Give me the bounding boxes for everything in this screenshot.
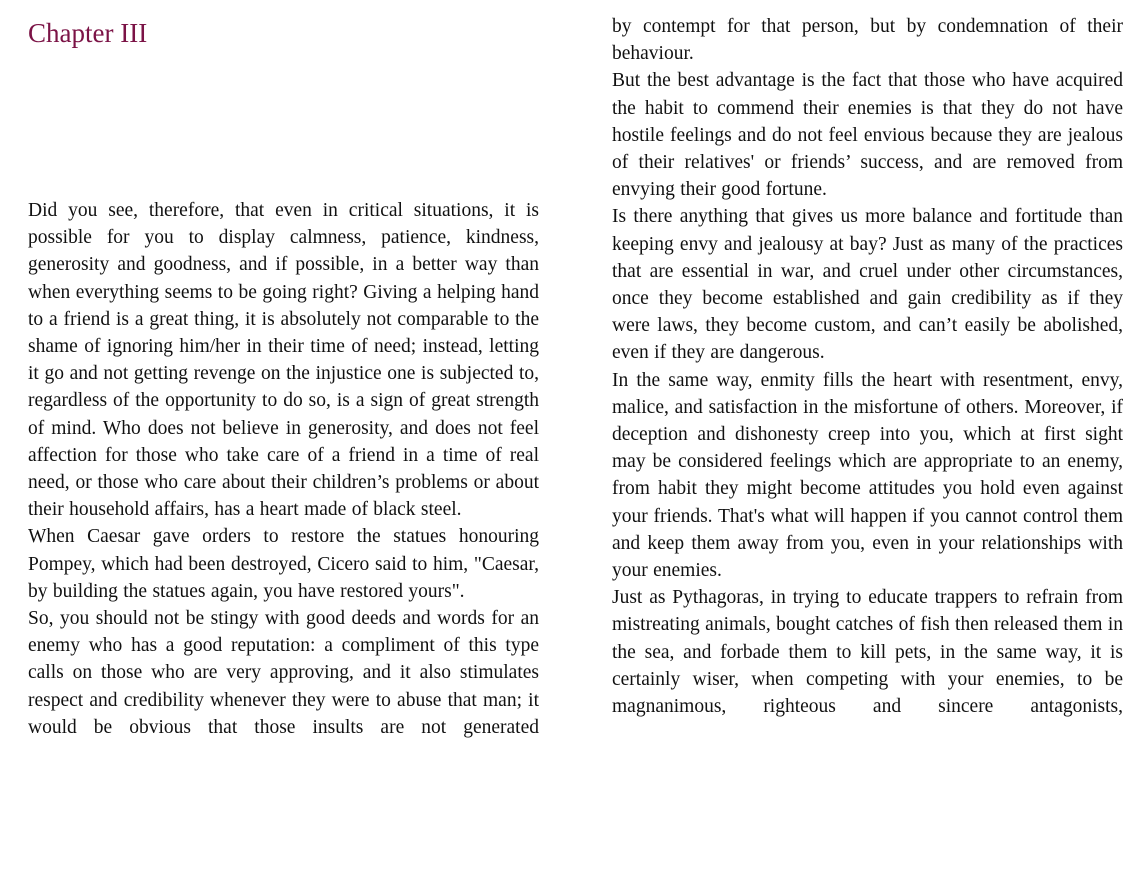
paragraph: by contempt for that person, but by condemnation of their behaviour. <box>612 16 1123 65</box>
left-column <box>28 0 539 741</box>
paragraph: Is there anything that gives us more balance and fortitude than keeping envy and jealousy at bay? Just as many of the practices that are essential in war, and cruel under other circumstances, once they become established and gain credibility as if they were laws, they become custom, and can’t easily be abolished, even if they are dangerous. <box>612 206 1123 364</box>
paragraph: In the same way, enmity fills the heart with resentment, envy, malice, and satisfaction in the misfortune of others. Moreover, if deception and dishonesty creep into you, which at first sight may be considered feelings which are appropriate to an enemy, from habit they might become attitudes you hold even against your friends. That's what will happen if you cannot control them and keep them away from you, even in your relationships with your enemies. <box>612 369 1123 582</box>
paragraph: When Caesar gave orders to restore the statues honouring Pompey, which had been destroyed, Cicero said to him, "Caesar, by building the statues again, you have restored yours". <box>28 526 539 602</box>
paragraph: But the best advantage is the fact that those who have acquired the habit to commend their enemies is that they do not have hostile feelings and do not feel envious because they are jealous of their relatives' or friends’ success, and are removed from envying their good fortune. <box>612 70 1123 201</box>
right-column <box>612 0 1123 720</box>
paragraph: Did you see, therefore, that even in critical situations, it is possible for you to display calmness, patience, kindness, generosity and goodness, and if possible, in a better way than when everything seems to be going right? Giving a helping hand to a friend is a great thing, it is absolutely not comparable to the shame of ignoring him/her in their time of need; instead, letting it go and not getting revenge on the injustice one is subjected to, regardless of the opportunity to do so, is a sign of great strength of mind. Who does not believe in generosity, and does not feel affection for those who take care of a friend in a time of real need, or those who care about their children’s problems or about their household affairs, has a heart made of black steel. <box>28 200 539 521</box>
paragraph: So, you should not be stingy with good deeds and words for an enemy who has a good reputation: a compliment of this type calls on those who are very approving, and it also stimulates respect and credibility whenever they were to abuse that man; it would be obvious that those insults are not generated <box>28 608 539 738</box>
paragraph: Just as Pythagoras, in trying to educate trappers to refrain from mistreating animals, bought catches of fish then released them in the sea, and forbade them to kill pets, in the same way, it is certainly wiser, when competing with your enemies, to be magnanimous, righteous and sincere antagonists, <box>612 587 1123 718</box>
chapter-heading: Chapter III <box>28 18 148 48</box>
